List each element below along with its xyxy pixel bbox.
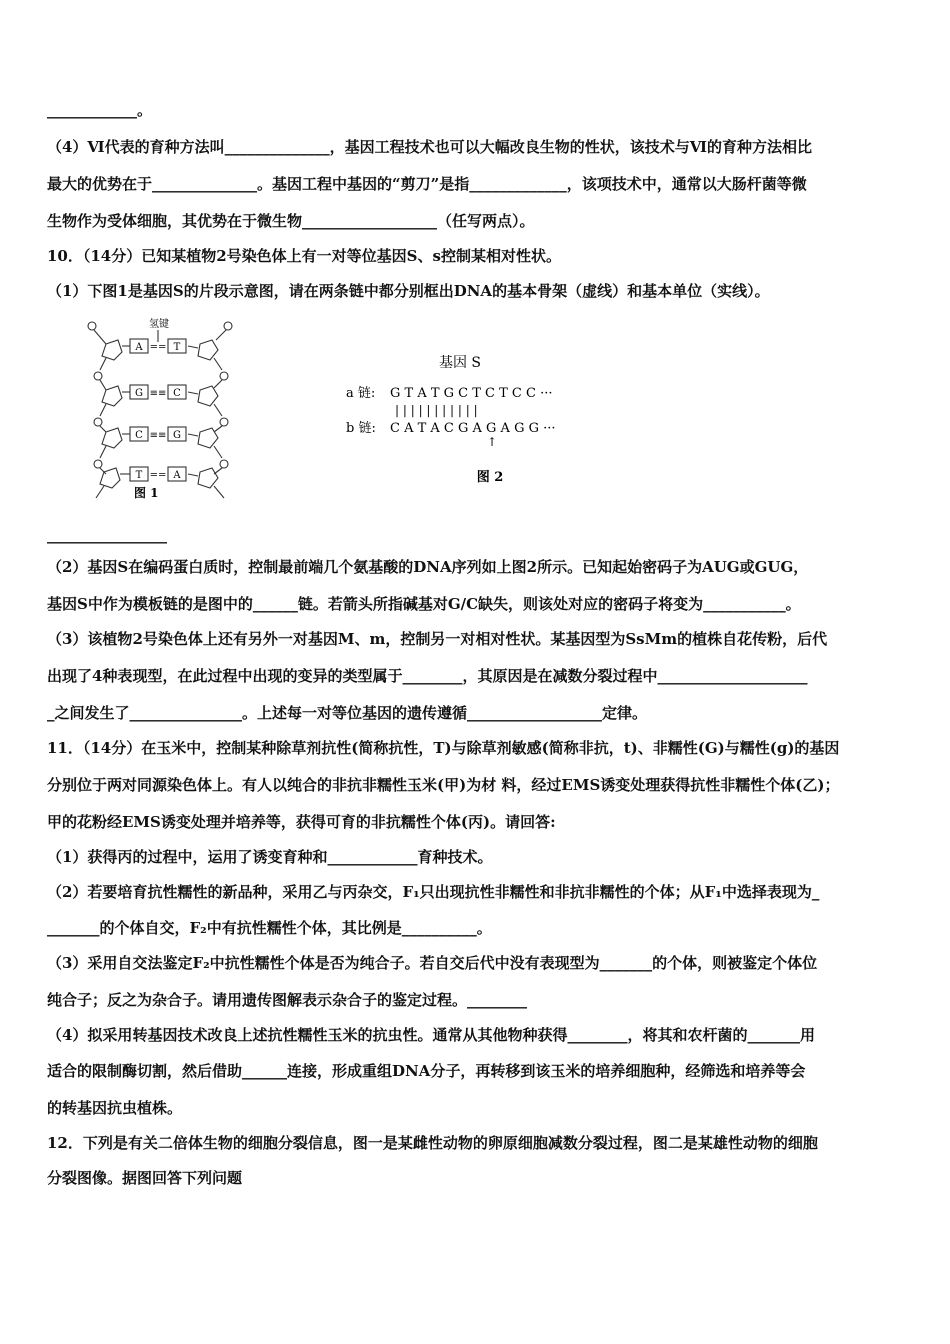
text-line: （2）若要培育抗性糯性的新品种，采用乙与丙杂交，F₁只出现抗性非糯性和非抗非糯性的个体；从F₁中选择表现为_ <box>47 883 820 901</box>
text-line: 最大的优势在于______________。基因工程中基因的“剪刀”是指_____________，该项技术中，通常以大肠杆菌等微 <box>47 175 807 193</box>
deletion-arrow: ↑ <box>486 435 498 449</box>
text-line: （4）拟采用转基因技术改良上述抗性糯性玉米的抗虫性。通常从其他物种获得________，将其和农杆菌的_______用 <box>47 1026 815 1044</box>
hydrogen-bond: ≡≡ <box>149 388 167 399</box>
hydrogen-bond: == <box>149 342 167 353</box>
text-line: 分裂图像。据图回答下列问题 <box>47 1169 243 1187</box>
text-line: （3）该植物2号染色体上还有另外一对基因M、m，控制另一对相对性状。某基因型为SsMm的植株自花传粉，后代 <box>47 630 828 648</box>
hydrogen-bond: == <box>149 470 167 481</box>
figure-2-caption: 图 2 <box>476 470 504 485</box>
base-right: G <box>173 430 181 441</box>
figure-2-title: 基因 S <box>438 355 482 371</box>
text-line: 纯合子；反之为杂合子。请用遗传图解表示杂合子的鉴定过程。________ <box>47 991 528 1009</box>
base-pair-bonds: | | | | | | | | | | | <box>395 403 478 417</box>
base-left: A <box>135 342 143 353</box>
b-chain-label: b 链: <box>346 421 376 436</box>
text-line: 分别位于两对同源染色体上。有人以纯合的非抗非糯性玉米(甲)为材 料，经过EMS诱变处理获得抗性非糯性个体(乙)； <box>47 776 840 794</box>
text-line: （4）Ⅵ代表的育种方法叫______________，基因工程技术也可以大幅改良生物的性状，该技术与Ⅵ的育种方法相比 <box>47 138 812 156</box>
base-left: C <box>135 430 143 441</box>
base-right: A <box>173 470 181 481</box>
text-line: ____________。 <box>47 101 153 119</box>
text-line: （1）下图1是基因S的片段示意图，请在两条链中都分别框出DNA的基本骨架（虚线）和基本单位（实线）。 <box>47 282 770 300</box>
a-chain-sequence: G T A T G C T C T C C ··· <box>390 386 553 401</box>
question-10-stem: 10．（14分）已知某植物2号染色体上有一对等位基因S、s控制某相对性状。 <box>47 247 561 265</box>
text-line: 的转基因抗虫植株。 <box>47 1099 183 1117</box>
gene-s-sequence-figure-2 <box>340 350 580 490</box>
text-line: _之间发生了_______________。上述每一对等位基因的遗传遵循__________________定律。 <box>47 704 648 722</box>
hbond-label: 氢键 <box>149 319 169 330</box>
text-line: 甲的花粉经EMS诱变处理并培养等，获得可育的非抗糯性个体(丙)。请回答: <box>47 813 556 831</box>
text-line: （3）采用自交法鉴定F₂中抗性糯性个体是否为纯合子。若自交后代中没有表现型为_______的个体，则被鉴定个体位 <box>47 954 818 972</box>
text-line: 基因S中作为模板链的是图中的______链。若箭头所指碱基对G/C缺失，则该处对应的密码子将变为___________。 <box>47 595 801 613</box>
hydrogen-bond: ≡≡ <box>149 430 167 441</box>
dna-structure-figure-1 <box>78 314 246 504</box>
base-left: G <box>135 388 143 399</box>
text-line: 出现了4种表现型，在此过程中出现的变异的类型属于________，其原因是在减数分裂过程中____________________ <box>47 667 808 685</box>
text-line: 生物作为受体细胞，其优势在于微生物__________________（任写两点）。 <box>47 212 535 230</box>
figure-1-caption: 图 1 <box>134 486 159 500</box>
question-11-stem: 11．（14分）在玉米中，控制某种除草剂抗性(简称抗性，T)与除草剂敏感(简称非抗，t)、非糯性(G)与糯性(g)的基因 <box>47 739 840 757</box>
answer-blank-line: ________________ <box>47 526 167 544</box>
b-chain-sequence: C A T A C G A G A G G ··· <box>390 421 556 436</box>
text-line: _______的个体自交，F₂中有抗性糯性个体，其比例是__________。 <box>47 919 492 937</box>
text-line: 适合的限制酶切割，然后借助______连接，形成重组DNA分子，再转移到该玉米的培养细胞种，经筛选和培养等会 <box>47 1062 806 1080</box>
base-left: T <box>135 470 143 481</box>
base-right: C <box>173 388 181 399</box>
question-12-stem: 12．下列是有关二倍体生物的细胞分裂信息，图一是某雌性动物的卵原细胞减数分裂过程，图二是某雄性动物的细胞 <box>47 1134 818 1152</box>
text-line: （2）基因S在编码蛋白质时，控制最前端几个氨基酸的DNA序列如上图2所示。已知起始密码子为AUG或GUG， <box>47 558 809 576</box>
text-line: （1）获得丙的过程中，运用了诱变育种和____________育种技术。 <box>47 848 493 866</box>
base-right: T <box>173 342 181 353</box>
a-chain-label: a 链: <box>346 386 376 401</box>
